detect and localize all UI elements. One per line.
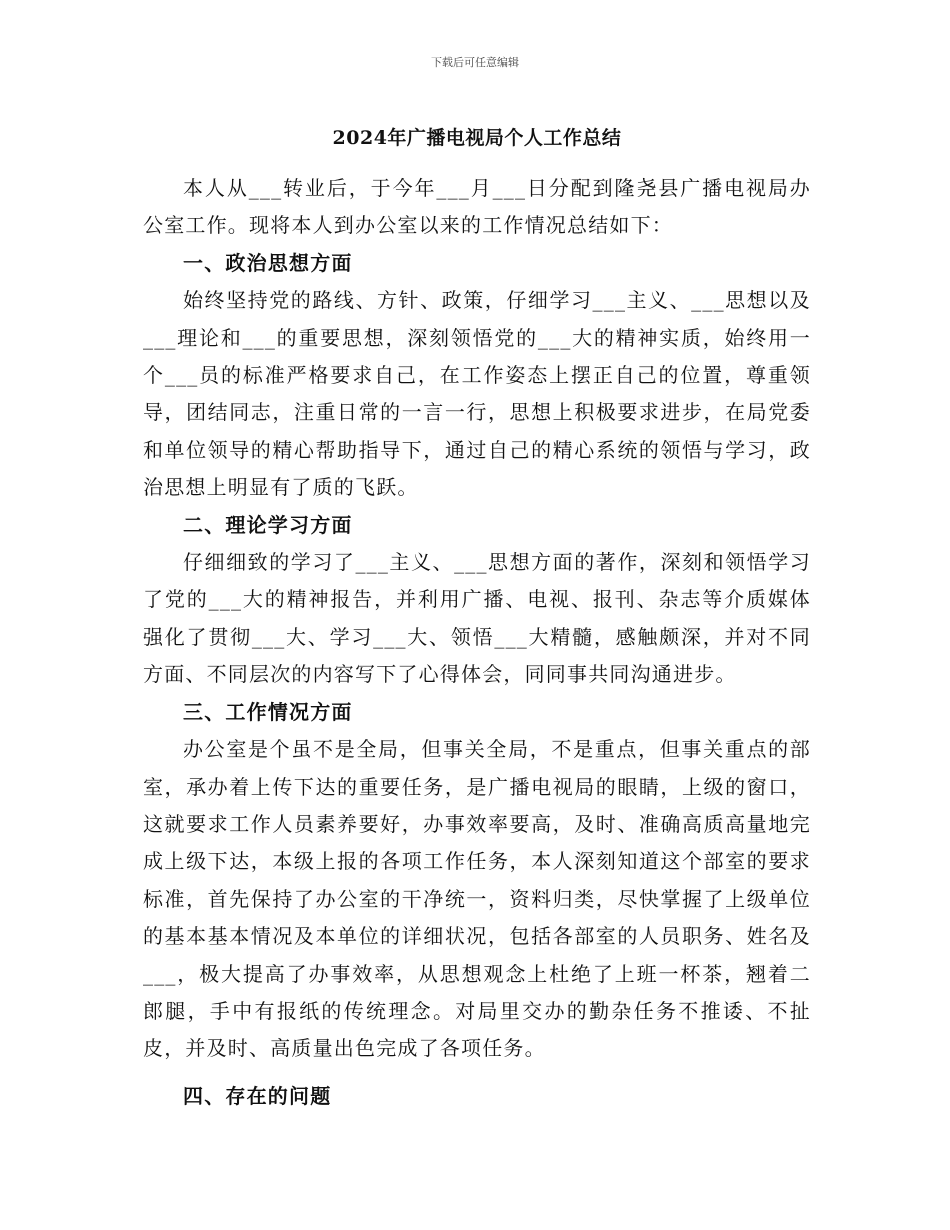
section-body-political: 始终坚持党的路线、方针、政策，仔细学习___主义、___思想以及___理论和___的重要思想，深刻领悟党的___大的精神实质，始终用一个___员的标准严格要求自己，在工作姿态上摆正自己的位置，尊重领导，团结同志，注重日常的一言一行，思想上积极要求进步，在局党委和单位领导的精心帮助指导下，通过自己的精心系统的领悟与学习，政治思想上明显有了质的飞跃。 (143, 288, 811, 500)
document-title: 2024年广播电视局个人工作总结 (332, 127, 622, 149)
document-body (143, 120, 811, 1115)
section-heading-political: 一、政治思想方面 (183, 250, 353, 275)
section-body-theory: 仔细细致的学习了___主义、___思想方面的著作，深刻和领悟学习了党的___大的精神报告，并利用广播、电视、报刊、杂志等介质媒体强化了贯彻___大、学习___大、领悟___大精髓，感触颇深，并对不同方面、不同层次的内容写下了心得体会，同同事共同沟通进步。 (143, 550, 811, 687)
section-heading-work: 三、工作情况方面 (183, 699, 353, 724)
section-body-work: 办公室是个虽不是全局，但事关全局，不是重点，但事关重点的部室，承办着上传下达的重要任务，是广播电视局的眼睛，上级的窗口，这就要求工作人员素养要好，办事效率要高，及时、准确高质高量地完成上级下达，本级上报的各项工作任务，本人深刻知道这个部室的要求标准，首先保持了办公室的干净统一，资料归类，尽快掌握了上级单位的基本基本情况及本单位的详细状况，包括各部室的人员职务、姓名及___，极大提高了办事效率，从思想观念上杜绝了上班一杯茶，翘着二郎腿，手中有报纸的传统理念。对局里交办的勤杂任务不推诿、不扯皮，并及时、高质量出色完成了各项任务。 (143, 737, 811, 1061)
page-header-note: 下载后可任意编辑 (431, 56, 519, 69)
section-heading-theory: 二、理论学习方面 (183, 512, 353, 537)
intro-paragraph: 本人从___转业后，于今年___月___日分配到隆尧县广播电视局办公室工作。现将本人到办公室以来的工作情况总结如下： (143, 176, 811, 238)
section-heading-problems: 四、存在的问题 (183, 1083, 332, 1108)
